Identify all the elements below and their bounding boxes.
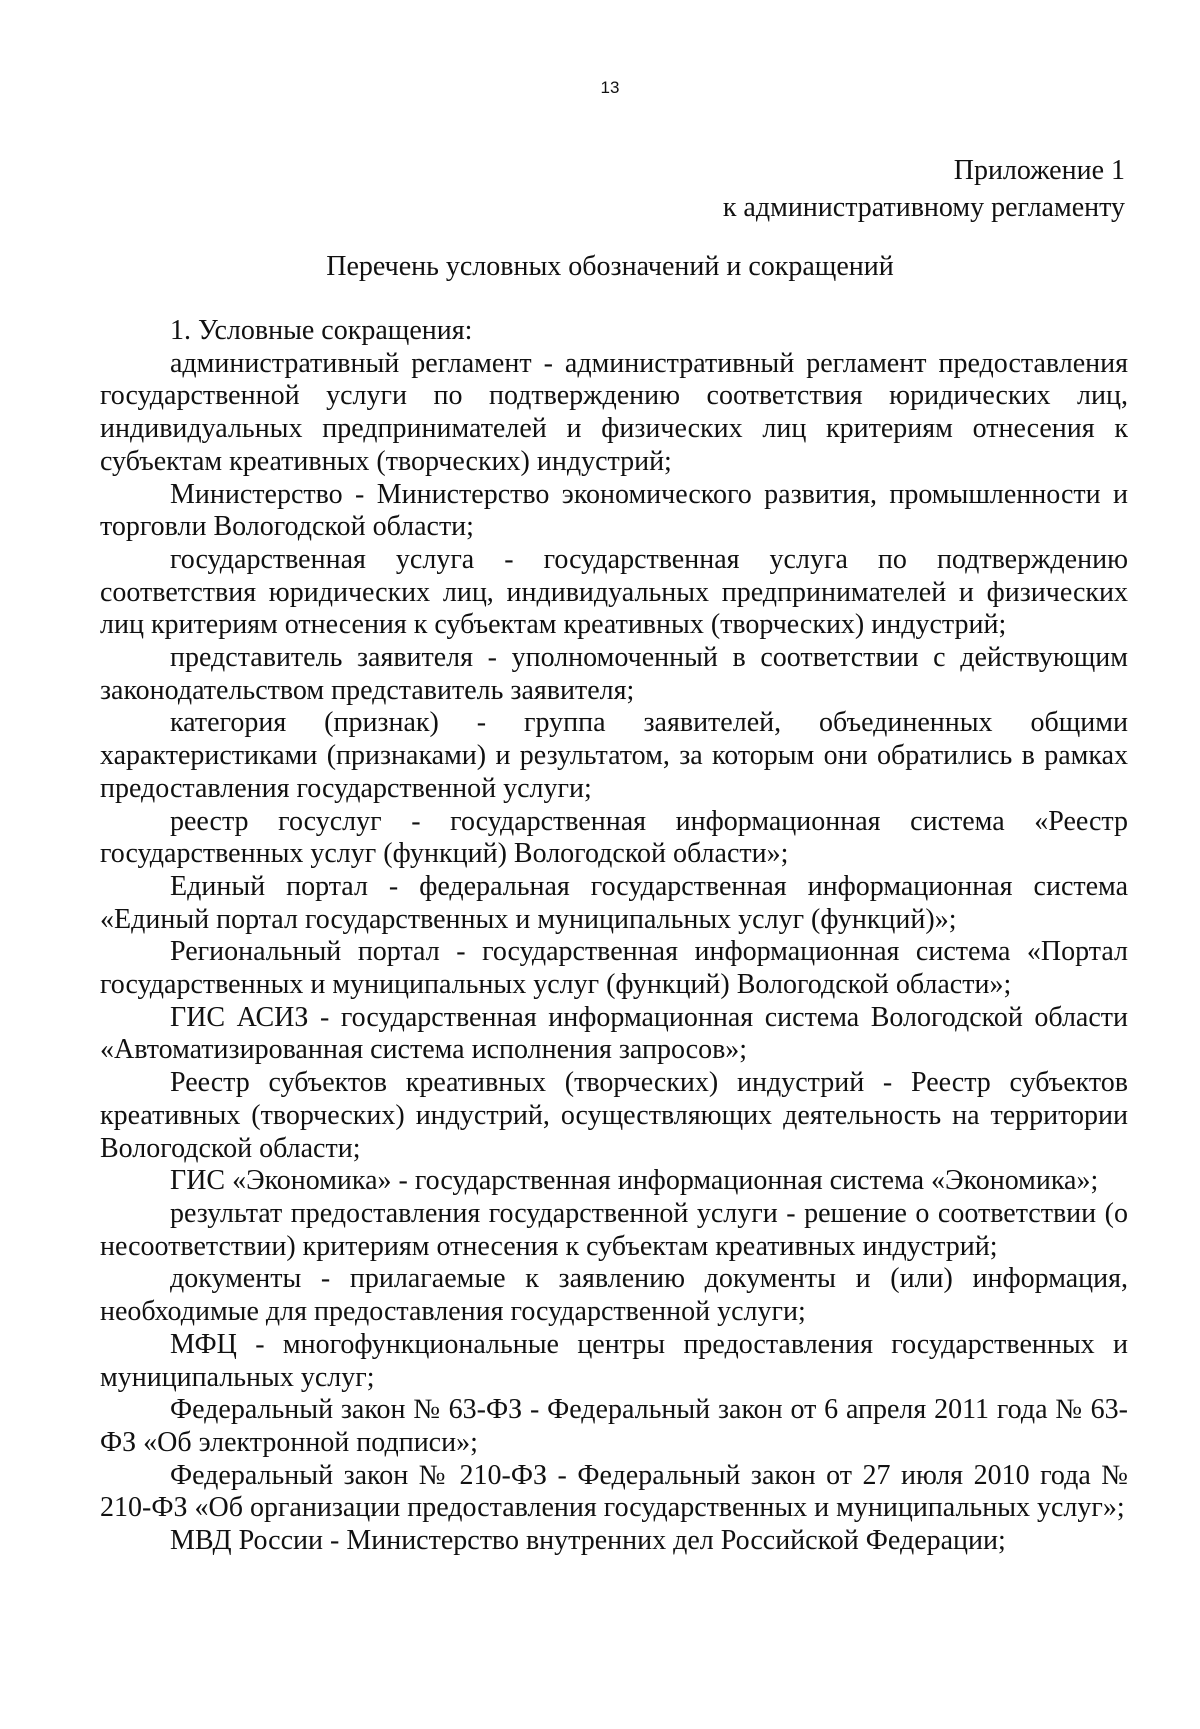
definition-paragraph: Федеральный закон № 63-ФЗ - Федеральный закон от 6 апреля 2011 года № 63-ФЗ «Об электронной подписи»; xyxy=(100,1394,1128,1458)
definition-paragraph: государственная услуга - государственная услуга по подтверждению соответствия юридических лиц, индивидуальных предпринимателей и физических лиц критериям отнесения к субъектам креативных (творческих) индустрий; xyxy=(100,543,1128,641)
definition-paragraph: категория (признак) - группа заявителей, объединенных общими характеристиками (признаками) и результатом, за которым они обратились в рамках предоставления государственной услуги; xyxy=(100,707,1128,804)
definition-paragraph: реестр госуслуг - государственная информационная система «Реестр государственных услуг (функций) Вологодской области»; xyxy=(100,805,1128,870)
appendix-reference: к административному регламенту xyxy=(722,192,1125,223)
document-title: Перечень условных обозначений и сокращений xyxy=(326,251,894,282)
definition-paragraph: Министерство - Министерство экономического развития, промышленности и торговли Вологодской области; xyxy=(100,478,1128,543)
appendix-header xyxy=(723,152,1125,226)
definition-paragraph: представитель заявителя - уполномоченный в соответствии с действующим законодательством представитель заявителя; xyxy=(100,642,1128,706)
definition-paragraph: результат предоставления государственной услуги - решение о соответствии (о несоответствии) критериям отнесения к субъектам креативных индустрий; xyxy=(100,1197,1128,1262)
definition-paragraph: МФЦ - многофункциональные центры предоставления государственных и муниципальных услуг; xyxy=(100,1328,1128,1393)
document-body xyxy=(100,315,1128,1558)
definition-paragraph: ГИС АСИЗ - государственная информационная система Вологодской области «Автоматизированная система исполнения запросов»; xyxy=(100,1001,1128,1066)
definition-paragraph: Единый портал - федеральная государственная информационная система «Единый портал государственных и муниципальных услуг (функций)»; xyxy=(100,870,1128,935)
definition-paragraph: МВД России - Министерство внутренних дел Российской Федерации; xyxy=(170,1525,1006,1557)
definition-paragraph: документы - прилагаемые к заявлению документы и (или) информация, необходимые для предоставления государственной услуги; xyxy=(100,1263,1128,1328)
definition-paragraph: Федеральный закон № 210-ФЗ - Федеральный закон от 27 июля 2010 года № 210-ФЗ «Об организации предоставления государственных и муниципальных услуг»; xyxy=(100,1459,1128,1524)
definition-paragraph: Региональный портал - государственная информационная система «Портал государственных и муниципальных услуг (функций) Вологодской области»; xyxy=(100,936,1128,1001)
appendix-label: Приложение 1 xyxy=(953,155,1125,186)
definition-paragraph: ГИС «Экономика» - государственная информационная система «Экономика»; xyxy=(170,1165,1099,1197)
definition-paragraph: Реестр субъектов креативных (творческих) индустрий - Реестр субъектов креативных (творческих) индустрий, осуществляющих деятельность на территории Вологодской области; xyxy=(100,1067,1128,1164)
page-number: 13 xyxy=(600,78,620,97)
definition-paragraph: административный регламент - административный регламент предоставления государственной услуги по подтверждению соответствия юридических лиц, индивидуальных предпринимателей и физических лиц критериям отнесения к субъектам креативных (творческих) индустрий; xyxy=(100,347,1128,477)
section-heading: 1. Условные сокращения: xyxy=(170,315,473,346)
